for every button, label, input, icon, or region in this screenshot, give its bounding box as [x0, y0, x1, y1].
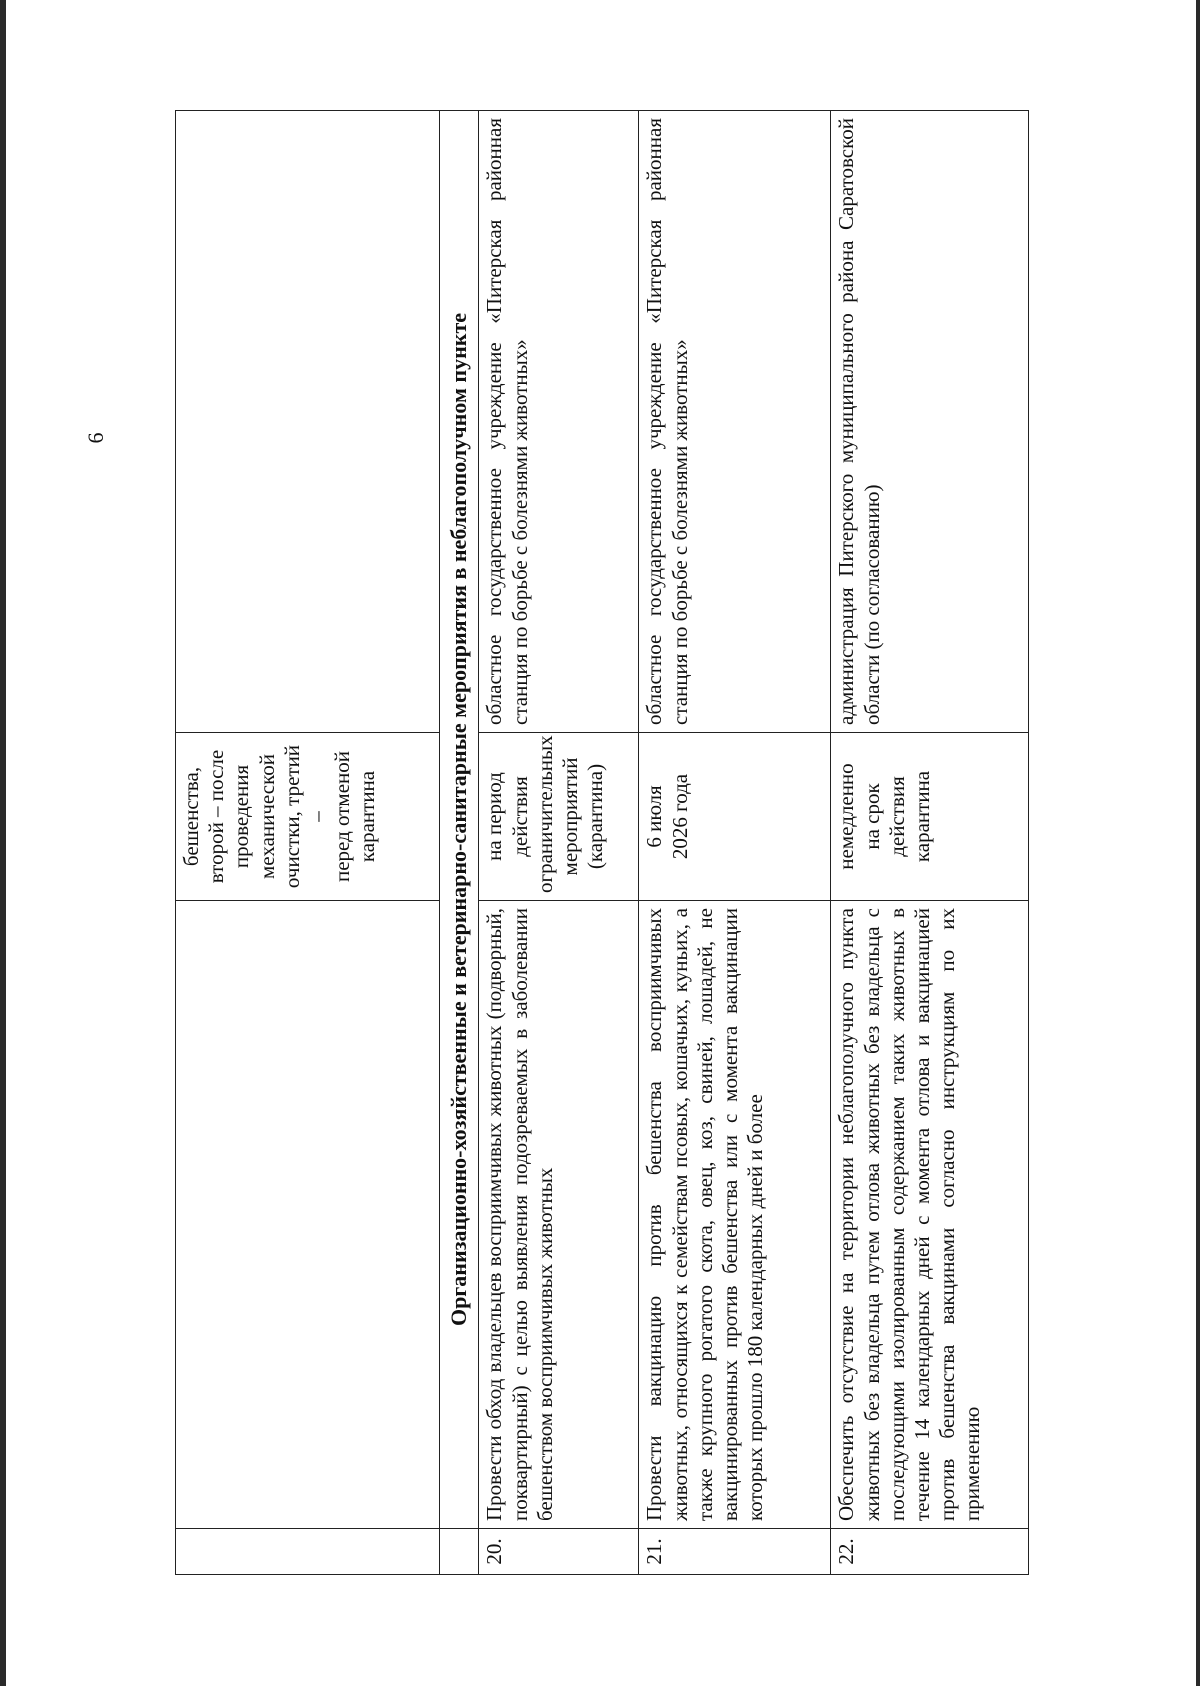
responsible-text: областное государственное учреждение «Питерская районная станция по борьбе с болезнями животных» — [639, 111, 831, 733]
carryover-number-cell — [176, 1529, 440, 1575]
term-line: на срок — [859, 783, 884, 850]
row-number: 21. — [639, 1529, 831, 1575]
term-line: второй – после — [204, 749, 229, 884]
term-line: бешенства, — [179, 766, 203, 867]
table-row — [639, 111, 831, 1575]
term-line: немедленно — [834, 763, 859, 870]
table-row-carryover — [176, 111, 440, 1575]
section-number-cell — [440, 1529, 479, 1575]
row-number: 22. — [831, 1529, 1029, 1575]
term-cell — [639, 733, 831, 901]
scan-edge-left — [0, 0, 6, 1686]
measure-text: Провести вакцинацию против бешенства восприимчивых животных, относящихся к семействам псовых, кошачьих, куньих, а также крупного рогатого скота, овец, коз, свиней, лошадей, не вакцинированных против бешенства или с момента вакцинации которых прошло 180 календарных дней и более — [639, 901, 831, 1529]
carryover-responsible-cell — [176, 111, 440, 733]
term-line: карантина — [355, 770, 380, 863]
section-title: Организационно-хозяйственные и ветеринарно-санитарные мероприятия в неблагополучном пункте — [440, 111, 479, 1529]
term-cell — [479, 733, 639, 901]
measure-text: Обеспечить отсутствие на территории неблагополучного пункта животных без владельца путем отлова животных без владельца с последующими изолированным содержанием таких животных в течение 14 календарных дней с момента отлова и вакцинацией против бешенства вакцинами согласно инструкциям по их применению — [831, 901, 1029, 1529]
term-line: очистки, третий – — [279, 744, 329, 889]
term-line: мероприятий — [557, 757, 582, 876]
section-header-row — [440, 111, 479, 1575]
page-number: 6 — [83, 432, 108, 444]
measures-table — [175, 110, 1029, 1575]
carryover-text-cell — [176, 901, 440, 1529]
term-line: действия — [884, 776, 909, 857]
term-line: карантина — [909, 770, 934, 863]
term-line: на период — [482, 772, 507, 861]
row-number: 20. — [479, 1529, 639, 1575]
term-line: действия — [507, 776, 532, 857]
term-line: ограничительных — [532, 735, 557, 893]
table-row — [831, 111, 1029, 1575]
scan-edge-right — [1196, 0, 1200, 1686]
term-line: проведения — [229, 764, 254, 869]
term-cell — [831, 733, 1029, 901]
measure-text: Провести обход владельцев восприимчивых животных (подворный, поквартирный) с целью выявления подозреваемых в заболевании бешенством восприимчивых животных — [479, 901, 639, 1529]
term-line: 2026 года — [667, 773, 692, 860]
table-row — [479, 111, 639, 1575]
responsible-text: областное государственное учреждение «Питерская районная станция по борьбе с болезнями животных» — [479, 111, 639, 733]
responsible-text: администрация Питерского муниципального района Саратовской области (по согласованию) — [831, 111, 1029, 733]
landscape-document — [175, 111, 1025, 1575]
term-line: 6 июля — [642, 785, 667, 848]
term-line: (карантина) — [583, 763, 608, 870]
term-line: перед отменой — [330, 750, 355, 883]
carryover-term-cell — [176, 733, 440, 901]
term-line: механической — [254, 754, 279, 879]
